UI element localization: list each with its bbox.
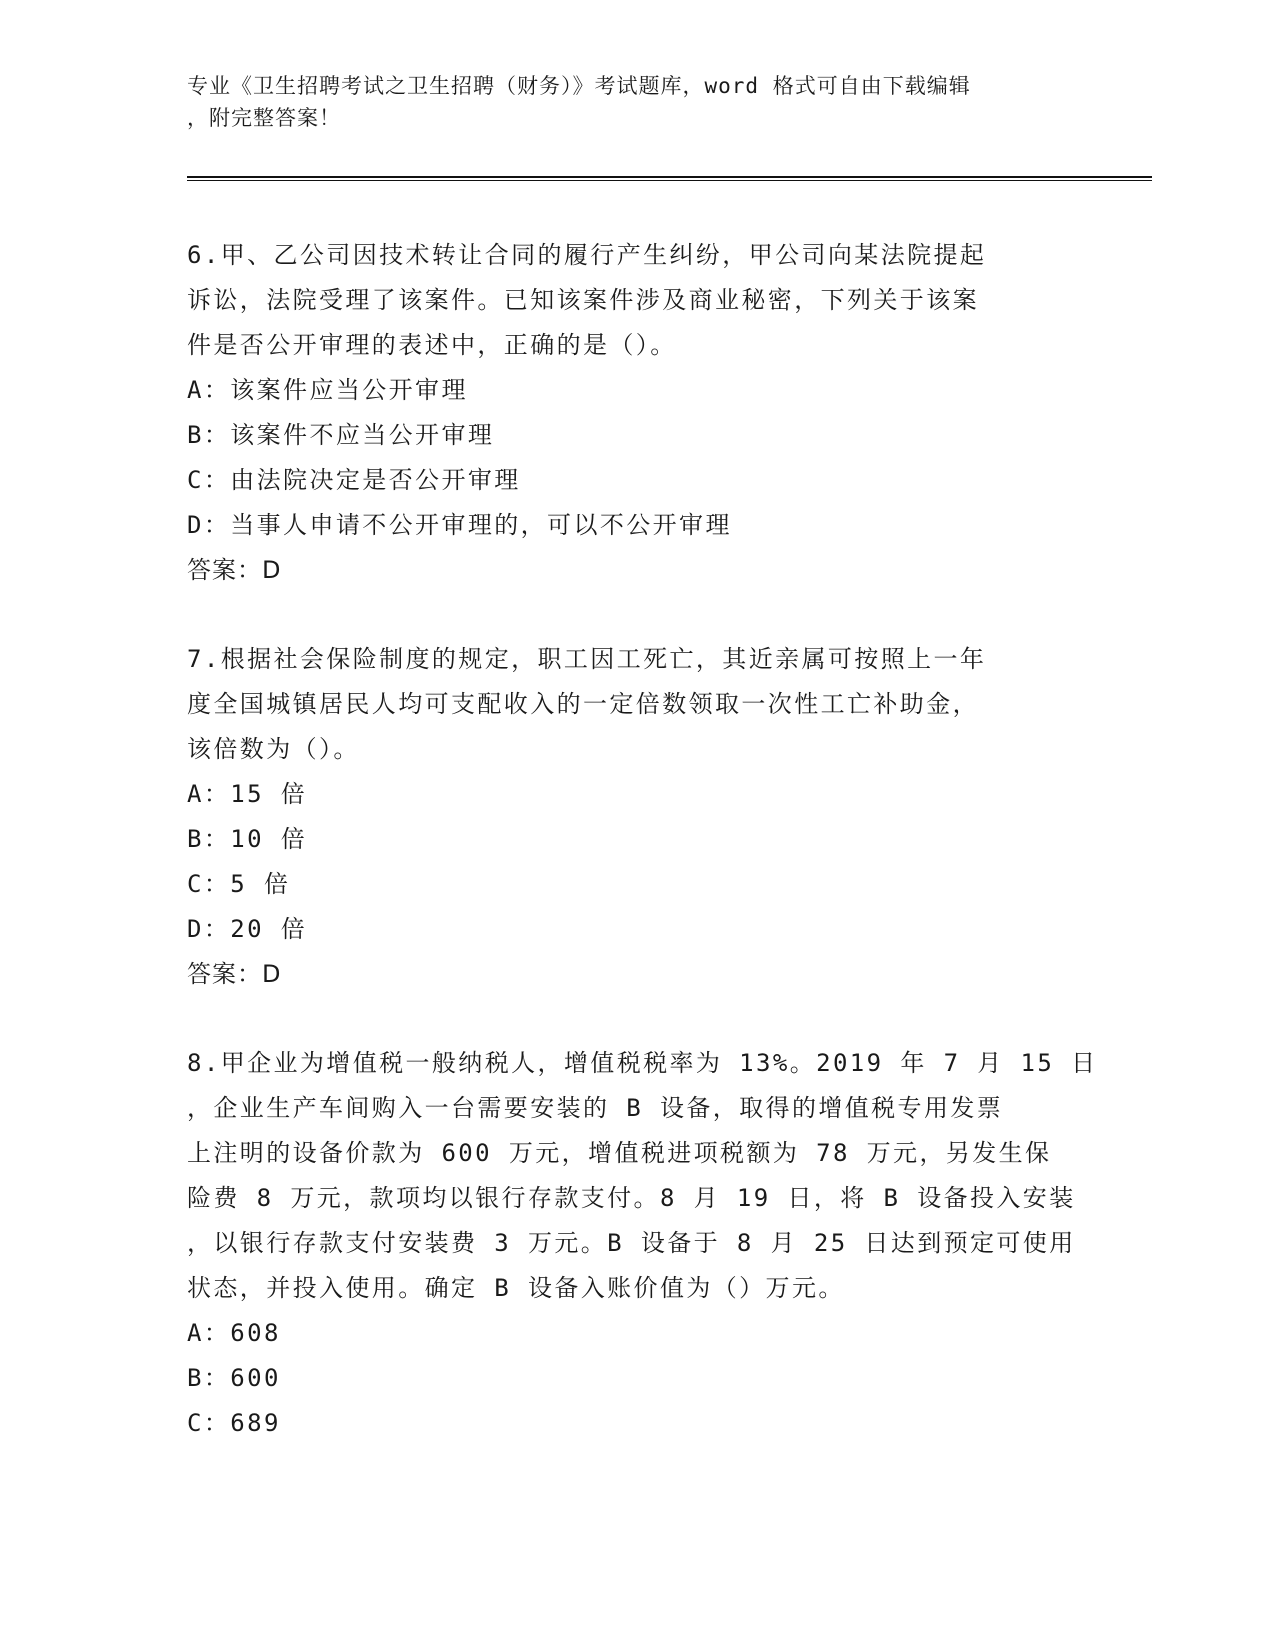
question-7 [187,637,1152,997]
question-stem-line: 诉讼，法院受理了该案件。已知该案件涉及商业秘密，下列关于该案 [187,286,979,314]
question-stem-line: 险费 8 万元，款项均以银行存款支付。8 月 19 日，将 B 设备投入安装 [187,1184,1076,1212]
question-8 [187,1041,1152,1446]
option-d: D：20 倍 [187,915,308,943]
question-6 [187,233,1152,593]
document-header [187,70,1152,134]
header-divider [187,176,1152,181]
answer-label: 答案：D [187,556,282,584]
question-stem-line: ，以银行存款支付安装费 3 万元。B 设备于 8 月 25 日达到预定可使用 [187,1229,1076,1257]
header-line-1: 专业《卫生招聘考试之卫生招聘（财务）》考试题库，word 格式可自由下载编辑 [187,74,971,98]
option-b: B：10 倍 [187,825,308,853]
option-a: A：608 [187,1319,281,1347]
option-b: B：该案件不应当公开审理 [187,421,495,449]
option-b: B：600 [187,1364,281,1392]
header-line-2: ，附完整答案！ [187,106,341,130]
question-stem-line: 件是否公开审理的表述中，正确的是（）。 [187,331,677,359]
document-page [187,70,1152,1490]
question-stem-line: 状态，并投入使用。确定 B 设备入账价值为（）万元。 [187,1274,845,1302]
option-a: A：该案件应当公开审理 [187,376,468,404]
question-stem-line: 8.甲企业为增值税一般纳税人，增值税税率为 13%。2019 年 7 月 15 日 [187,1049,1098,1077]
question-stem-line: 6.甲、乙公司因技术转让合同的履行产生纠纷，甲公司向某法院提起 [187,241,987,269]
question-list [187,233,1152,1446]
question-stem-line: 7.根据社会保险制度的规定，职工因工死亡，其近亲属可按照上一年 [187,645,987,673]
question-stem-line: ，企业生产车间购入一台需要安装的 B 设备，取得的增值税专用发票 [187,1094,1004,1122]
option-c: C：689 [187,1409,281,1437]
question-stem-line: 该倍数为（）。 [187,735,360,763]
answer-label: 答案：D [187,960,282,988]
option-c: C：5 倍 [187,870,291,898]
option-d: D：当事人申请不公开审理的，可以不公开审理 [187,511,732,539]
option-c: C：由法院决定是否公开审理 [187,466,521,494]
question-stem-line: 度全国城镇居民人均可支配收入的一定倍数领取一次性工亡补助金， [187,690,979,718]
question-stem-line: 上注明的设备价款为 600 万元，增值税进项税额为 78 万元，另发生保 [187,1139,1052,1167]
option-a: A：15 倍 [187,780,308,808]
